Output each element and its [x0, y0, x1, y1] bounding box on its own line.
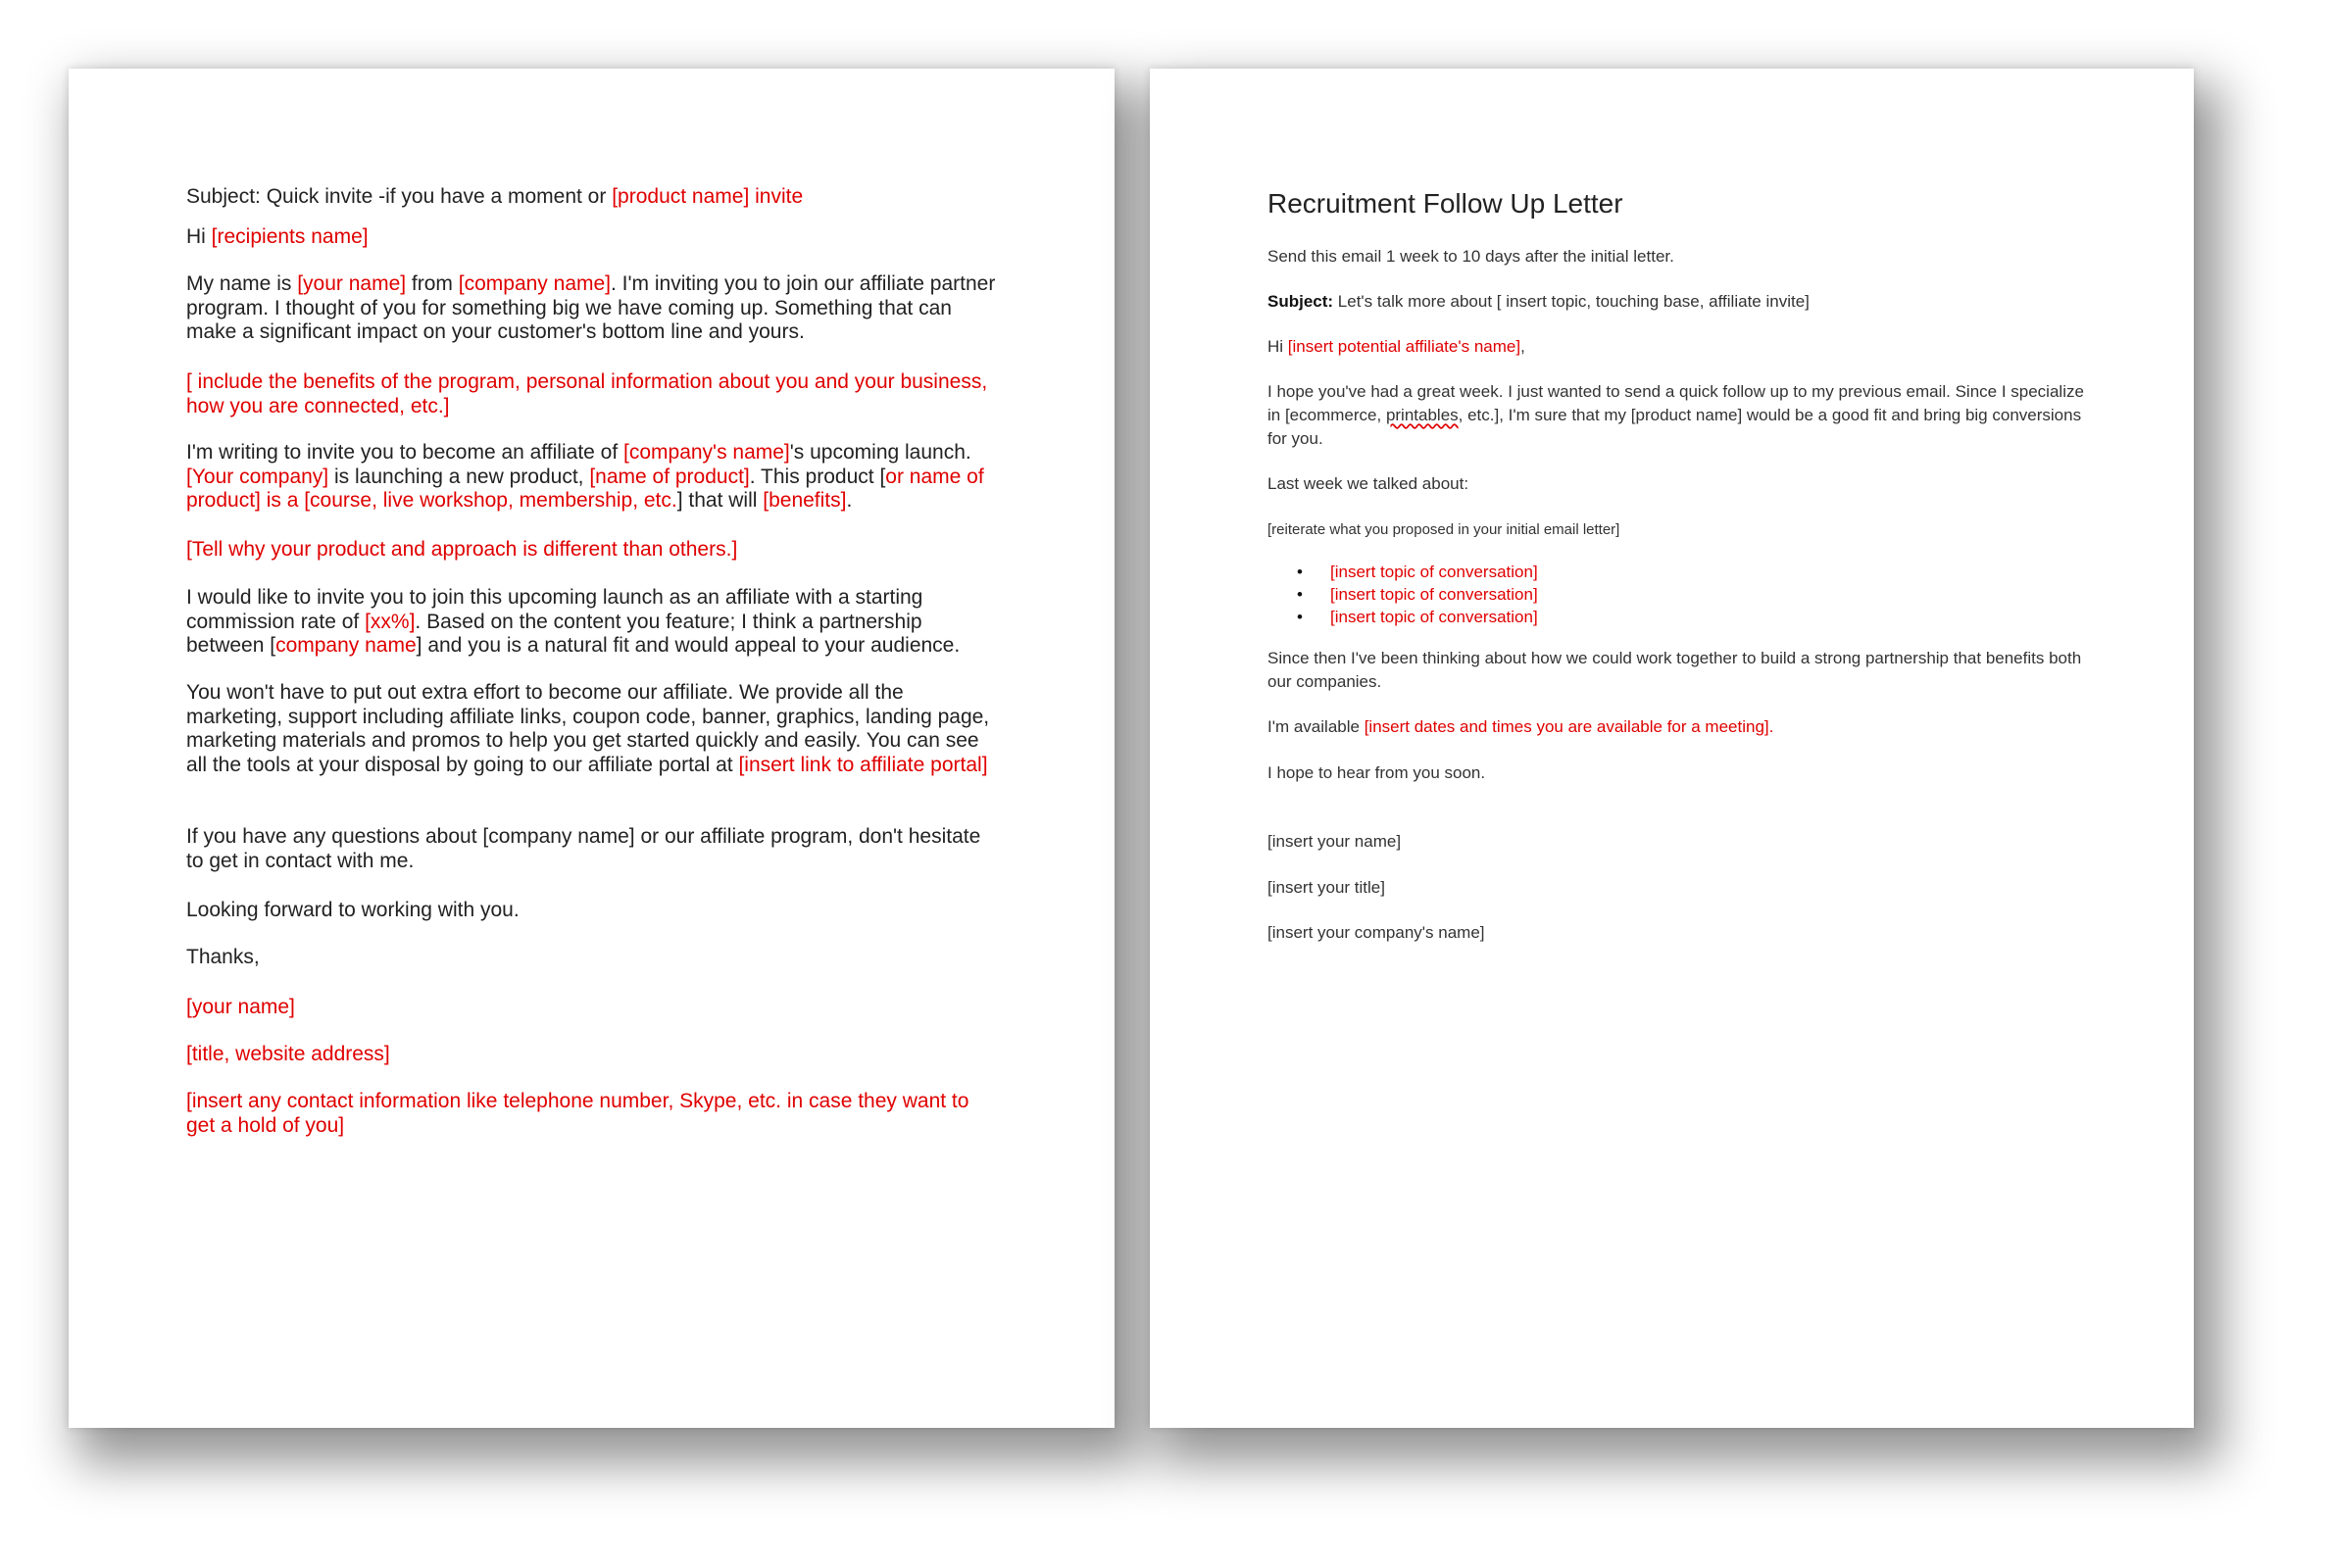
- signature-name: [insert your name]: [1267, 832, 1402, 851]
- text: 's upcoming launch.: [789, 441, 971, 464]
- list-item: • [insert topic of conversation]: [1267, 583, 1538, 606]
- paragraph-partnership: Since then I've been thinking about how we could work together to build a strong partnership that benefits both our companies.: [1267, 649, 2082, 691]
- misspelled-word: printables: [1385, 406, 1459, 424]
- text: from: [406, 272, 459, 295]
- list-item: • [insert topic of conversation]: [1267, 561, 1538, 583]
- greeting-text: Hi: [1267, 337, 1288, 356]
- placeholder-company-name: [company name]: [458, 272, 612, 295]
- placeholder: [name of product]: [589, 465, 750, 488]
- paragraph-invite: [186, 441, 1000, 514]
- placeholder: [company's name]: [623, 441, 790, 464]
- signature-title: [title, website address]: [186, 1043, 390, 1065]
- text: . Based on the content you feature; I think a partnership between [: [186, 610, 922, 657]
- document-page-left: [69, 69, 1115, 1428]
- signature-name: [your name]: [186, 996, 295, 1018]
- paragraph-follow-up: [1267, 380, 2091, 451]
- text: My name is: [186, 272, 298, 295]
- paragraph-talked-about: Last week we talked about:: [1267, 474, 1469, 493]
- paragraph-available: [1267, 715, 2091, 739]
- intro-line: Send this email 1 week to 10 days after the initial letter.: [1267, 247, 1674, 266]
- thanks-line: Thanks,: [186, 946, 260, 968]
- placeholder-portal-link: [insert link to affiliate portal]: [738, 753, 988, 776]
- placeholder-product: [product name] invite: [612, 185, 804, 208]
- paragraph-support: [186, 681, 1000, 777]
- greeting: [1267, 335, 2091, 359]
- subject-line: [186, 185, 1000, 210]
- text: I'm writing to invite you to become an affiliate of: [186, 441, 624, 464]
- text: I hope you've had a great week. I just wanted to send a quick follow up to my previous email. Since I specialize in [ecommerce,: [1267, 382, 2084, 424]
- greeting: [186, 225, 1000, 250]
- subject-line: [1267, 290, 2091, 314]
- page-title: Recruitment Follow Up Letter: [1267, 188, 1623, 219]
- text: . This product [: [749, 465, 886, 488]
- paragraph-questions: If you have any questions about [company name] or our affiliate program, don't hesitate to get in contact with me.: [186, 825, 981, 872]
- text: , etc.], I'm sure that my [product name] would be a good fit and bring big conversions for you.: [1267, 406, 2082, 448]
- subject-label: Subject:: [1267, 292, 1334, 311]
- text: . I'm inviting you to join our affiliate partner program. I thought of you for something big we have coming up. Something that can make a significant impact on your customer's bottom line and yours.: [186, 272, 996, 343]
- placeholder-recipient: [recipients name]: [211, 225, 369, 248]
- paragraph-benefits: [ include the benefits of the program, personal information about you and your business, how you are connected, etc.]: [186, 370, 988, 417]
- placeholder-your-name: [your name]: [297, 272, 407, 295]
- note-line: [reiterate what you proposed in your initial email letter]: [1267, 521, 1620, 538]
- paragraph-hope: I hope to hear from you soon.: [1267, 763, 1486, 782]
- paragraph-closing: Looking forward to working with you.: [186, 899, 520, 921]
- placeholder: [xx%]: [365, 610, 416, 633]
- placeholder: [Your company]: [186, 465, 329, 488]
- text: .: [846, 489, 853, 512]
- placeholder: [benefits]: [763, 489, 847, 512]
- signature-company: [insert your company's name]: [1267, 923, 1485, 942]
- topic-list: [1267, 561, 1538, 628]
- text: ] and you is a natural fit and would appeal to your audience.: [416, 634, 961, 657]
- text: ] that will: [676, 489, 764, 512]
- paragraph-intro: [186, 272, 1000, 345]
- placeholder: or name of product] is a [course, live workshop, membership, etc.: [186, 465, 984, 512]
- placeholder-affiliate-name: [insert potential affiliate's name]: [1287, 337, 1521, 356]
- text: is launching a new product,: [328, 465, 590, 488]
- text: ,: [1520, 337, 1525, 356]
- placeholder: company name: [275, 634, 417, 657]
- placeholder-dates: [insert dates and times you are available for a meeting].: [1364, 717, 1774, 736]
- list-item: • [insert topic of conversation]: [1267, 606, 1538, 628]
- greeting-text: Hi: [186, 225, 212, 248]
- subject-text: Let's talk more about [ insert topic, touching base, affiliate invite]: [1333, 292, 1810, 311]
- document-page-right: [1150, 69, 2194, 1428]
- text: I would like to invite you to join this upcoming launch as an affiliate with a starting commission rate of: [186, 586, 923, 633]
- signature-title: [insert your title]: [1267, 878, 1385, 897]
- paragraph-commission: [186, 586, 1000, 659]
- paragraph-different: [Tell why your product and approach is different than others.]: [186, 538, 738, 561]
- subject-text: Subject: Quick invite -if you have a moment or: [186, 185, 613, 208]
- text: You won't have to put out extra effort to become our affiliate. We provide all the marketing, support including affiliate links, coupon code, banner, graphics, landing page, marketing materials and promos to help you get started quickly and easily. You can see all the tools at your disposal by going to our affiliate portal at: [186, 681, 990, 776]
- text: I'm available: [1267, 717, 1365, 736]
- signature-contact: [insert any contact information like telephone number, Skype, etc. in case they want to get a hold of you]: [186, 1090, 969, 1137]
